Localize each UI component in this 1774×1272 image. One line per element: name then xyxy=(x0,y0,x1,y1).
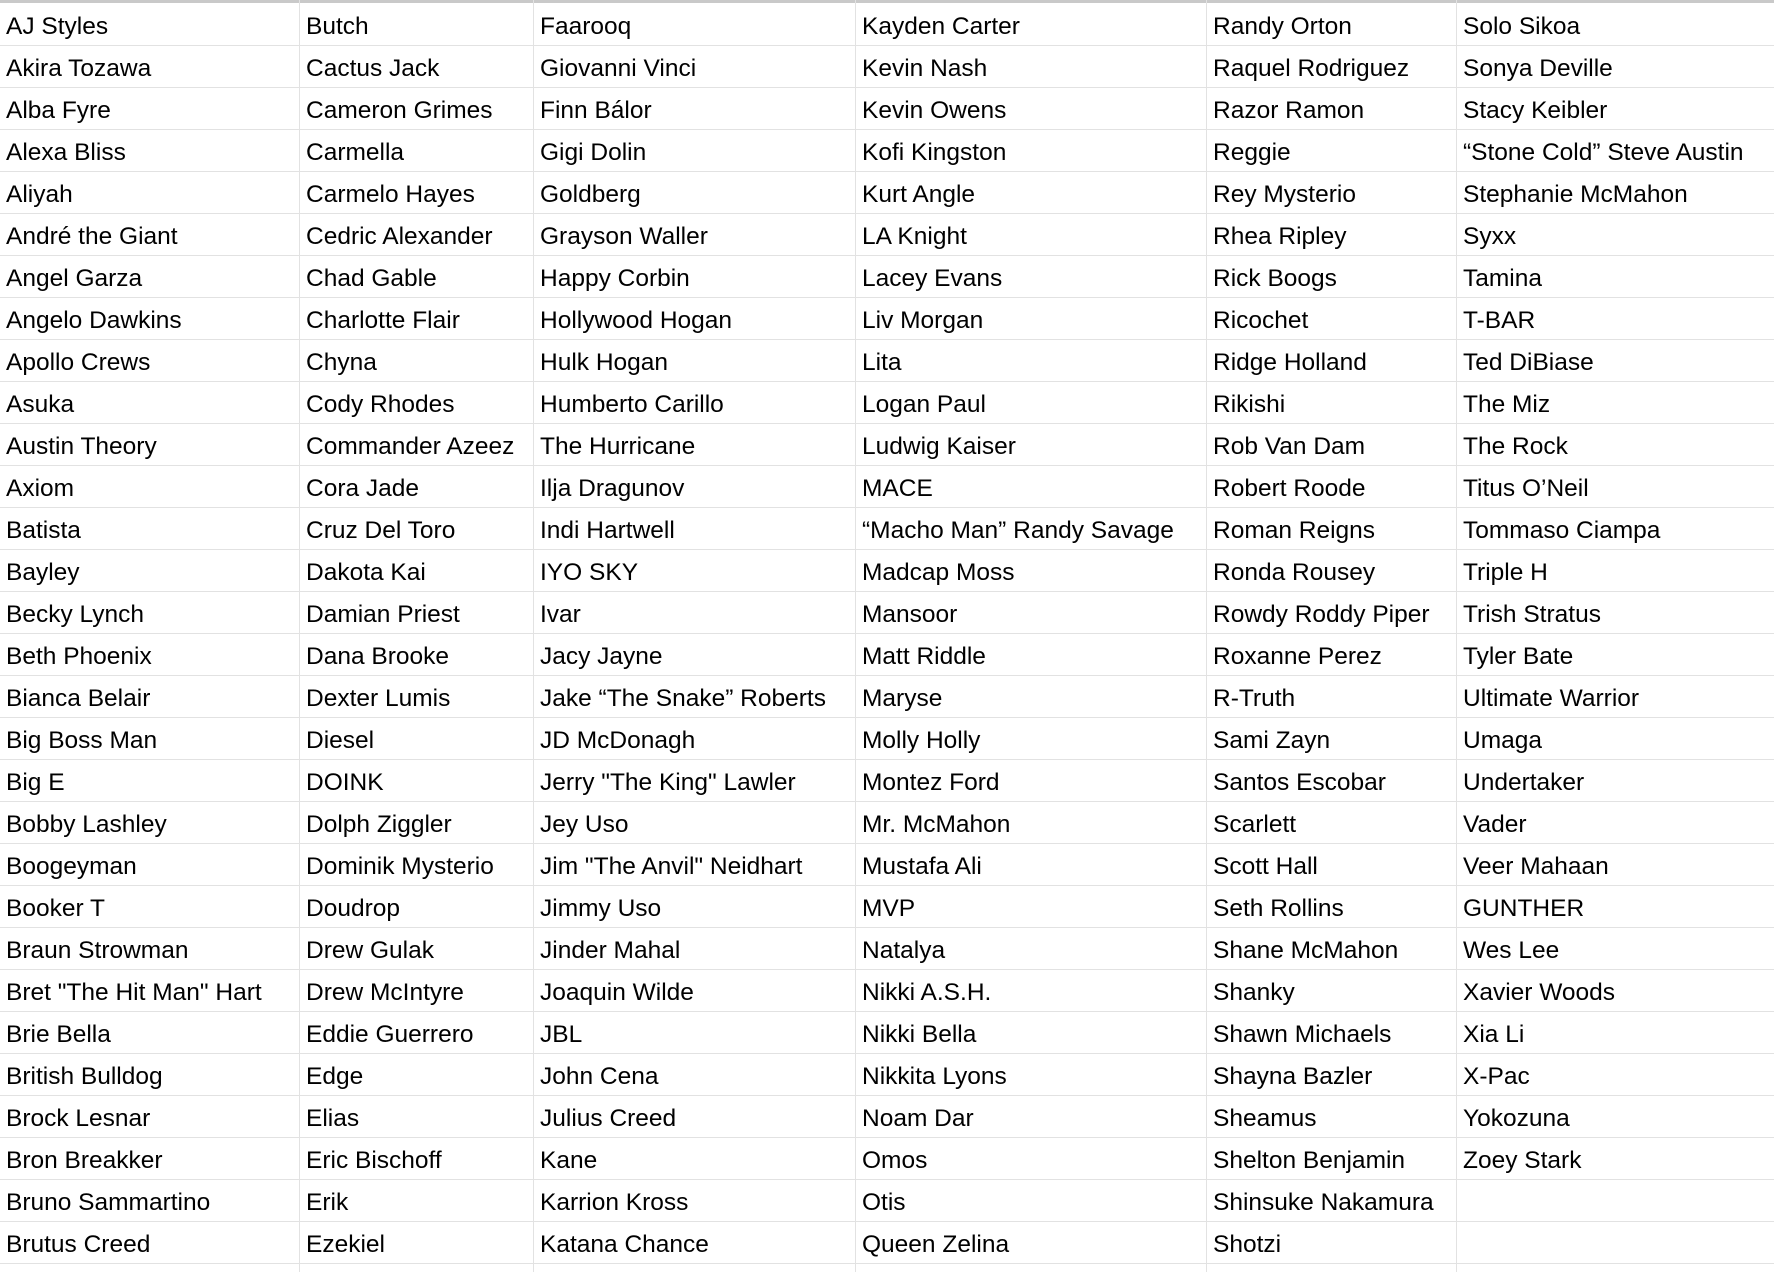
sheet-cell[interactable]: Doudrop xyxy=(306,895,400,922)
sheet-cell[interactable]: Nikki A.S.H. xyxy=(862,979,992,1006)
sheet-cell[interactable]: Tyler Bate xyxy=(1463,643,1574,670)
sheet-cell[interactable]: Logan Paul xyxy=(862,391,986,418)
sheet-cell[interactable]: Boogeyman xyxy=(6,853,137,880)
sheet-cell[interactable]: Jinder Mahal xyxy=(540,937,681,964)
sheet-cell[interactable]: Liv Morgan xyxy=(862,307,984,334)
sheet-cell[interactable]: Ridge Holland xyxy=(1213,349,1367,376)
sheet-cell[interactable]: Kane xyxy=(540,1147,598,1174)
sheet-cell[interactable]: Cruz Del Toro xyxy=(306,517,456,544)
sheet-cell[interactable]: Finn Bálor xyxy=(540,97,652,124)
sheet-cell[interactable]: John Cena xyxy=(540,1063,659,1090)
sheet-cell[interactable]: Ted DiBiase xyxy=(1463,349,1594,376)
sheet-cell[interactable]: Austin Theory xyxy=(6,433,157,460)
sheet-cell[interactable]: Cameron Grimes xyxy=(306,97,493,124)
sheet-cell[interactable]: Mansoor xyxy=(862,601,958,628)
sheet-cell[interactable]: Dexter Lumis xyxy=(306,685,451,712)
sheet-cell[interactable]: Xia Li xyxy=(1463,1021,1525,1048)
sheet-cell[interactable]: Kofi Kingston xyxy=(862,139,1007,166)
sheet-cell[interactable]: Bron Breakker xyxy=(6,1147,163,1174)
sheet-cell[interactable]: Montez Ford xyxy=(862,769,1000,796)
sheet-cell[interactable]: Cody Rhodes xyxy=(306,391,455,418)
sheet-cell[interactable]: Angelo Dawkins xyxy=(6,307,182,334)
sheet-cell[interactable]: Nikkita Lyons xyxy=(862,1063,1007,1090)
sheet-cell[interactable]: Jey Uso xyxy=(540,811,629,838)
sheet-cell[interactable]: Noam Dar xyxy=(862,1105,974,1132)
sheet-cell[interactable]: Ilja Dragunov xyxy=(540,475,685,502)
sheet-cell[interactable]: The Rock xyxy=(1463,433,1568,460)
sheet-cell[interactable]: Big Boss Man xyxy=(6,727,158,754)
sheet-cell[interactable]: Happy Corbin xyxy=(540,265,690,292)
sheet-cell[interactable]: Brock Lesnar xyxy=(6,1105,151,1132)
sheet-cell[interactable]: Asuka xyxy=(6,391,75,418)
sheet-cell[interactable]: Brie Bella xyxy=(6,1021,111,1048)
sheet-cell[interactable]: Ivar xyxy=(540,601,581,628)
sheet-cell[interactable]: Elias xyxy=(306,1105,360,1132)
sheet-cell[interactable]: Ronda Rousey xyxy=(1213,559,1376,586)
sheet-cell[interactable]: “Stone Cold” Steve Austin xyxy=(1463,139,1744,166)
sheet-cell[interactable]: Mr. McMahon xyxy=(862,811,1011,838)
sheet-cell[interactable]: Stephanie McMahon xyxy=(1463,181,1688,208)
sheet-cell[interactable]: Shinsuke Nakamura xyxy=(1213,1189,1434,1216)
sheet-cell[interactable]: Molly Holly xyxy=(862,727,981,754)
sheet-cell[interactable]: Becky Lynch xyxy=(6,601,144,628)
sheet-cell[interactable]: Kayden Carter xyxy=(862,13,1020,40)
sheet-cell[interactable]: Jacy Jayne xyxy=(540,643,663,670)
sheet-cell[interactable]: Karrion Kross xyxy=(540,1189,689,1216)
sheet-cell[interactable]: Reggie xyxy=(1213,139,1291,166)
sheet-cell[interactable]: Grayson Waller xyxy=(540,223,708,250)
sheet-cell[interactable]: Tommaso Ciampa xyxy=(1463,517,1661,544)
sheet-cell[interactable]: Maryse xyxy=(862,685,943,712)
sheet-cell[interactable]: Razor Ramon xyxy=(1213,97,1365,124)
sheet-cell[interactable]: Dolph Ziggler xyxy=(306,811,452,838)
sheet-cell[interactable]: Sami Zayn xyxy=(1213,727,1331,754)
sheet-cell[interactable]: Angel Garza xyxy=(6,265,143,292)
sheet-cell[interactable]: Trish Stratus xyxy=(1463,601,1601,628)
sheet-cell[interactable]: Titus O’Neil xyxy=(1463,475,1589,502)
sheet-cell[interactable]: Braun Strowman xyxy=(6,937,189,964)
sheet-cell[interactable]: JBL xyxy=(540,1021,583,1048)
sheet-cell[interactable]: Dana Brooke xyxy=(306,643,450,670)
sheet-cell[interactable] xyxy=(1457,1180,1774,1222)
sheet-cell[interactable]: André the Giant xyxy=(6,223,178,250)
sheet-cell[interactable]: Cedric Alexander xyxy=(306,223,493,250)
sheet-cell[interactable]: Diesel xyxy=(306,727,375,754)
sheet-cell[interactable]: Solo Sikoa xyxy=(1463,13,1581,40)
sheet-cell[interactable]: Sonya Deville xyxy=(1463,55,1613,82)
sheet-cell[interactable]: Triple H xyxy=(1463,559,1548,586)
sheet-cell[interactable]: Madcap Moss xyxy=(862,559,1015,586)
sheet-cell[interactable]: Queen Zelina xyxy=(862,1231,1010,1258)
sheet-cell[interactable]: Commander Azeez xyxy=(306,433,515,460)
sheet-cell[interactable]: Chyna xyxy=(306,349,377,376)
sheet-cell[interactable]: Omos xyxy=(862,1147,928,1174)
sheet-cell[interactable]: Beth Phoenix xyxy=(6,643,152,670)
sheet-cell[interactable]: The Miz xyxy=(1463,391,1551,418)
sheet-cell[interactable]: Damian Priest xyxy=(306,601,460,628)
sheet-cell[interactable]: Kurt Angle xyxy=(862,181,976,208)
sheet-cell[interactable]: Cactus Jack xyxy=(306,55,440,82)
sheet-cell[interactable]: Natalya xyxy=(862,937,946,964)
sheet-cell[interactable]: Robert Roode xyxy=(1213,475,1366,502)
sheet-cell[interactable]: Shanky xyxy=(1213,979,1295,1006)
sheet-cell[interactable]: Batista xyxy=(6,517,81,544)
sheet-cell[interactable]: Joaquin Wilde xyxy=(540,979,694,1006)
sheet-cell[interactable]: R-Truth xyxy=(1213,685,1296,712)
sheet-cell[interactable]: Matt Riddle xyxy=(862,643,986,670)
header-border xyxy=(0,0,1774,3)
sheet-cell[interactable]: Otis xyxy=(862,1189,906,1216)
sheet-cell[interactable] xyxy=(1457,1222,1774,1264)
sheet-cell[interactable]: Dominik Mysterio xyxy=(306,853,494,880)
sheet-cell[interactable]: JD McDonagh xyxy=(540,727,696,754)
sheet-cell[interactable]: Brutus Creed xyxy=(6,1231,151,1258)
sheet-cell[interactable]: Ezekiel xyxy=(306,1231,385,1258)
sheet-cell[interactable]: Alba Fyre xyxy=(6,97,111,124)
sheet-cell[interactable]: Shayna Bazler xyxy=(1213,1063,1373,1090)
sheet-cell[interactable]: Wes Lee xyxy=(1463,937,1560,964)
sheet-cell[interactable]: Rikishi xyxy=(1213,391,1286,418)
sheet-cell[interactable]: Randy Orton xyxy=(1213,13,1352,40)
sheet-cell[interactable]: GUNTHER xyxy=(1463,895,1585,922)
sheet-cell[interactable]: Jerry "The King" Lawler xyxy=(540,769,796,796)
sheet-cell[interactable]: Shane McMahon xyxy=(1213,937,1399,964)
sheet-cell[interactable]: “Macho Man” Randy Savage xyxy=(862,517,1174,544)
sheet-cell[interactable]: Rhea Ripley xyxy=(1213,223,1347,250)
sheet-cell[interactable]: Kevin Owens xyxy=(862,97,1007,124)
sheet-cell[interactable]: Big E xyxy=(6,769,65,796)
sheet-cell[interactable]: Shawn Michaels xyxy=(1213,1021,1392,1048)
sheet-cell[interactable]: Veer Mahaan xyxy=(1463,853,1609,880)
sheet-cell[interactable]: T-BAR xyxy=(1463,307,1536,334)
sheet-cell[interactable]: Sheamus xyxy=(1213,1105,1317,1132)
sheet-cell[interactable]: Lita xyxy=(862,349,902,376)
sheet-cell[interactable]: Chad Gable xyxy=(306,265,437,292)
sheet-cell[interactable]: Rob Van Dam xyxy=(1213,433,1366,460)
sheet-cell[interactable]: Umaga xyxy=(1463,727,1542,754)
sheet-cell[interactable]: Carmelo Hayes xyxy=(306,181,475,208)
sheet-cell[interactable]: Ricochet xyxy=(1213,307,1309,334)
sheet-cell[interactable]: Eric Bischoff xyxy=(306,1147,442,1174)
sheet-cell[interactable]: Zoey Stark xyxy=(1463,1147,1582,1174)
sheet-cell[interactable]: Rowdy Roddy Piper xyxy=(1213,601,1430,628)
sheet-cell[interactable]: Tamina xyxy=(1463,265,1542,292)
sheet-cell[interactable]: Bruno Sammartino xyxy=(6,1189,211,1216)
sheet-cell[interactable]: Lacey Evans xyxy=(862,265,1003,292)
sheet-cell[interactable]: Bret "The Hit Man" Hart xyxy=(6,979,262,1006)
sheet-cell[interactable]: Stacy Keibler xyxy=(1463,97,1608,124)
sheet-cell[interactable]: Bobby Lashley xyxy=(6,811,167,838)
sheet-cell[interactable]: MACE xyxy=(862,475,933,502)
sheet-cell[interactable]: Bianca Belair xyxy=(6,685,151,712)
sheet-cell[interactable]: Alexa Bliss xyxy=(6,139,126,166)
sheet-cell[interactable]: Giovanni Vinci xyxy=(540,55,697,82)
sheet-cell[interactable]: Yokozuna xyxy=(1463,1105,1570,1132)
sheet-cell[interactable]: The Hurricane xyxy=(540,433,696,460)
sheet-cell[interactable]: Jake “The Snake” Roberts xyxy=(540,685,826,712)
sheet-cell[interactable]: Hollywood Hogan xyxy=(540,307,733,334)
sheet-cell[interactable]: Jim "The Anvil" Neidhart xyxy=(540,853,803,880)
sheet-cell[interactable]: Bayley xyxy=(6,559,80,586)
sheet-cell[interactable]: LA Knight xyxy=(862,223,967,250)
sheet-cell[interactable]: Ludwig Kaiser xyxy=(862,433,1016,460)
sheet-cell[interactable]: DOINK xyxy=(306,769,384,796)
sheet-cell[interactable]: IYO SKY xyxy=(540,559,639,586)
sheet-cell[interactable]: Rey Mysterio xyxy=(1213,181,1356,208)
sheet-cell[interactable]: Vader xyxy=(1463,811,1527,838)
sheet-cell[interactable]: AJ Styles xyxy=(6,13,109,40)
sheet-cell[interactable]: Cora Jade xyxy=(306,475,420,502)
sheet-cell[interactable]: Booker T xyxy=(6,895,105,922)
sheet-cell[interactable]: Carmella xyxy=(306,139,405,166)
sheet-cell[interactable]: Kevin Nash xyxy=(862,55,988,82)
sheet-cell[interactable]: Shelton Benjamin xyxy=(1213,1147,1406,1174)
sheet-cell[interactable]: Butch xyxy=(306,13,369,40)
sheet-cell[interactable]: Edge xyxy=(306,1063,364,1090)
sheet-cell[interactable]: Eddie Guerrero xyxy=(306,1021,474,1048)
sheet-cell[interactable]: Faarooq xyxy=(540,13,632,40)
sheet-cell[interactable]: Indi Hartwell xyxy=(540,517,675,544)
sheet-cell[interactable]: Jimmy Uso xyxy=(540,895,662,922)
sheet-cell[interactable]: Scott Hall xyxy=(1213,853,1318,880)
sheet-cell[interactable]: Roxanne Perez xyxy=(1213,643,1382,670)
sheet-cell[interactable]: Humberto Carillo xyxy=(540,391,724,418)
sheet-cell[interactable]: Syxx xyxy=(1463,223,1517,250)
sheet-cell[interactable]: Mustafa Ali xyxy=(862,853,982,880)
sheet-cell[interactable]: Scarlett xyxy=(1213,811,1297,838)
sheet-cell[interactable]: Rick Boogs xyxy=(1213,265,1337,292)
sheet-cell[interactable]: Seth Rollins xyxy=(1213,895,1344,922)
sheet-cell[interactable]: Gigi Dolin xyxy=(540,139,647,166)
sheet-cell[interactable]: Xavier Woods xyxy=(1463,979,1616,1006)
sheet-cell[interactable]: Raquel Rodriguez xyxy=(1213,55,1410,82)
sheet-cell[interactable]: Katana Chance xyxy=(540,1231,709,1258)
sheet-cell[interactable]: Apollo Crews xyxy=(6,349,151,376)
sheet-cell[interactable]: MVP xyxy=(862,895,916,922)
sheet-cell[interactable]: Aliyah xyxy=(6,181,73,208)
sheet-cell[interactable]: Undertaker xyxy=(1463,769,1585,796)
sheet-cell[interactable]: Charlotte Flair xyxy=(306,307,460,334)
sheet-cell[interactable]: Drew McIntyre xyxy=(306,979,464,1006)
sheet-cell[interactable]: Erik xyxy=(306,1189,349,1216)
sheet-cell[interactable]: Goldberg xyxy=(540,181,641,208)
sheet-cell[interactable]: Shotzi xyxy=(1213,1231,1282,1258)
sheet-cell[interactable]: Santos Escobar xyxy=(1213,769,1386,796)
sheet-cell[interactable]: Julius Creed xyxy=(540,1105,677,1132)
sheet-cell[interactable]: Dakota Kai xyxy=(306,559,426,586)
sheet-cell[interactable]: Akira Tozawa xyxy=(6,55,152,82)
sheet-cell[interactable]: Roman Reigns xyxy=(1213,517,1376,544)
sheet-cell[interactable]: Axiom xyxy=(6,475,75,502)
sheet-cell[interactable]: Hulk Hogan xyxy=(540,349,669,376)
sheet-cell[interactable]: Nikki Bella xyxy=(862,1021,977,1048)
sheet-cell[interactable]: Drew Gulak xyxy=(306,937,434,964)
sheet-cell[interactable]: Ultimate Warrior xyxy=(1463,685,1640,712)
sheet-cell[interactable]: X-Pac xyxy=(1463,1063,1530,1090)
sheet-cell[interactable]: British Bulldog xyxy=(6,1063,163,1090)
